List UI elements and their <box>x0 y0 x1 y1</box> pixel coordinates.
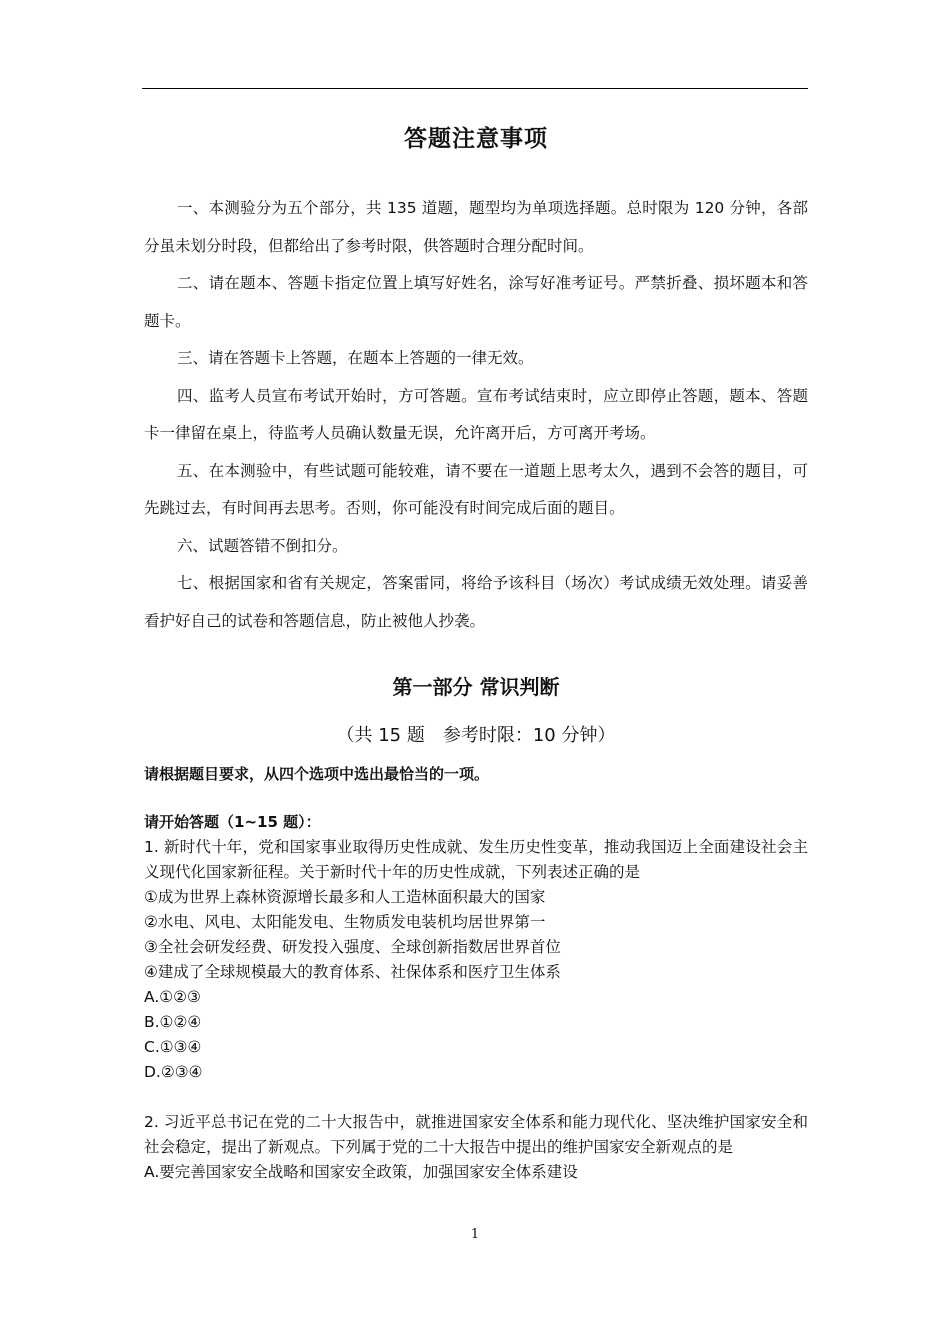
header-rule <box>142 88 808 89</box>
notice-item: 二、请在题本、答题卡指定位置上填写好姓名，涂写好准考证号。严禁折叠、损坏题本和答题卡。 <box>144 274 808 330</box>
answer-option-d: D.②③④ <box>144 1063 203 1081</box>
notice-item: 五、在本测验中，有些试题可能较难，请不要在一道题上思考太久，遇到不会答的题目，可先跳过去，有时间再去思考。否则，你可能没有时间完成后面的题目。 <box>144 461 808 517</box>
question-statement: ③全社会研发经费、研发投入强度、全球创新指数居世界首位 <box>144 938 561 956</box>
section-meta: （共 15 题 参考时限：10 分钟） <box>336 725 616 746</box>
notice-item: 七、根据国家和省有关规定，答案雷同，将给予该科目（场次）考试成绩无效处理。请妥善看护好自己的试卷和答题信息，防止被他人抄袭。 <box>144 574 808 630</box>
section-title: 第一部分 常识判断 <box>392 675 560 699</box>
notice-item: 六、试题答错不倒扣分。 <box>177 536 348 555</box>
question-statement: ①成为世界上森林资源增长最多和人工造林面积最大的国家 <box>144 888 546 906</box>
answer-option-b: B.①②④ <box>144 1013 202 1031</box>
start-prompt: 请开始答题（1~15 题）： <box>144 813 321 831</box>
answer-option-a: A.①②③ <box>144 988 201 1006</box>
question-stem: 1. 新时代十年，党和国家事业取得历史性成就、发生历史性变革，推动我国迈上全面建设社会主义现代化国家新征程。关于新时代十年的历史性成就，下列表述正确的是 <box>144 838 808 881</box>
page-number: 1 <box>470 1227 480 1242</box>
notice-list <box>144 190 808 640</box>
question-stem: 2. 习近平总书记在党的二十大报告中，就推进国家安全体系和能力现代化、坚决维护国家安全和社会稳定，提出了新观点。下列属于党的二十大报告中提出的维护国家安全新观点的是 <box>144 1113 808 1156</box>
section-instruction: 请根据题目要求，从四个选项中选出最恰当的一项。 <box>144 765 490 783</box>
answer-option-a: A.要完善国家安全战略和国家安全政策，加强国家安全体系建设 <box>144 1163 578 1181</box>
question-statement: ④建成了全球规模最大的教育体系、社保体系和医疗卫生体系 <box>144 963 561 981</box>
notice-item: 三、请在答题卡上答题，在题本上答题的一律无效。 <box>177 349 534 367</box>
question-statement: ②水电、风电、太阳能发电、生物质发电装机均居世界第一 <box>144 913 546 931</box>
question-1 <box>144 835 808 1085</box>
notice-item: 一、本测验分为五个部分，共 135 道题，题型均为单项选择题。总时限为 120 分钟，各部分虽未划分时段，但都给出了参考时限，供答题时合理分配时间。 <box>144 199 808 255</box>
question-2 <box>144 1110 808 1185</box>
document-title: 答题注意事项 <box>404 126 548 152</box>
answer-option-c: C.①③④ <box>144 1038 202 1056</box>
notice-item: 四、监考人员宣布考试开始时，方可答题。宣布考试结束时，应立即停止答题，题本、答题卡一律留在桌上，待监考人员确认数量无误，允许离开后，方可离开考场。 <box>144 386 808 442</box>
